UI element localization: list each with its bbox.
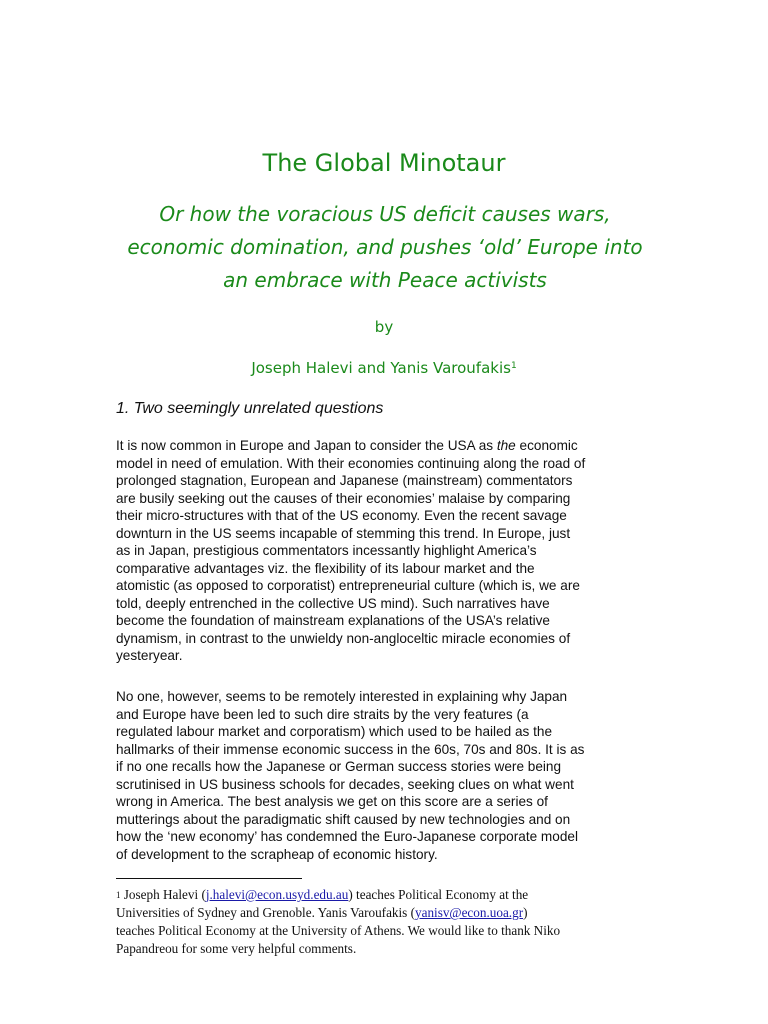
paragraph-line: hallmarks of their immense economic success in the 60s, 70s and 80s. It is as bbox=[116, 741, 585, 757]
email-link-halevi[interactable]: j.halevi@econ.usyd.edu.au bbox=[205, 887, 349, 902]
paragraph-line: their micro-structures with that of the US economy. Even the recent savage bbox=[116, 508, 567, 523]
paragraph-line: if no one recalls how the Japanese or German success stories were being bbox=[116, 759, 562, 774]
section-heading: 1. Two seemingly unrelated questions bbox=[116, 400, 384, 417]
subtitle-line: economic domination, and pushes ‘old’ Europe into bbox=[127, 235, 643, 259]
document-title: The Global Minotaur bbox=[262, 149, 506, 177]
paragraph-line: prolonged stagnation, European and Japanese (mainstream) commentators bbox=[116, 473, 573, 488]
paragraph-line: downturn in the US seems incapable of stemming this trend. In Europe, just bbox=[116, 525, 571, 541]
paragraph-line: atomistic (as opposed to corporatist) entrepreneurial culture (which is, we are bbox=[116, 578, 580, 593]
paragraph-2 bbox=[116, 688, 656, 863]
paragraph-line: and Europe have been led to such dire straits by the very features (a bbox=[116, 706, 529, 722]
footnote-line: teaches Political Economy at the University of Athens. We would like to thank Niko bbox=[116, 923, 561, 938]
paragraph-line: It is now common in Europe and Japan to consider the USA as the economic bbox=[116, 438, 578, 453]
authors-names: Joseph Halevi and Yanis Varoufakis bbox=[251, 359, 511, 377]
paragraph-line: regulated labour market and corporatism) which used to be hailed as the bbox=[116, 724, 553, 739]
footnote bbox=[116, 886, 676, 958]
paragraph-line: wrong in America. The best analysis we get on this score are a series of bbox=[116, 794, 548, 809]
paragraph-line: dynamism, in contrast to the unwieldy non-angloceltic miracle economies of bbox=[116, 630, 571, 646]
paragraph-line: comparative advantages viz. the flexibility of its labour market and the bbox=[116, 560, 535, 576]
byline: by bbox=[374, 318, 394, 336]
footnote-line: $^1$ Joseph Halevi (j.halevi@econ.usyd.edu.au) teaches Political Economy at the bbox=[116, 887, 529, 902]
footnote-line: Papandreou for some very helpful comments. bbox=[116, 941, 357, 956]
paragraph-line: become the foundation of mainstream explanations of the USA’s relative bbox=[116, 613, 550, 628]
subtitle-line: an embrace with Peace activists bbox=[223, 268, 547, 292]
email-link-varoufakis[interactable]: yanisv@econ.uoa.gr bbox=[415, 905, 524, 920]
authors-line bbox=[0, 357, 768, 379]
footnote-marker[interactable]: 1 bbox=[510, 361, 517, 371]
paragraph-1 bbox=[116, 437, 656, 665]
footnote-separator bbox=[116, 878, 302, 879]
emphasis-the: the bbox=[496, 438, 516, 453]
paragraph-line: told, deeply entrenched in the collective US mind). Such narratives have bbox=[116, 595, 550, 611]
document-subtitle bbox=[100, 198, 670, 297]
paragraph-line: are busily seeking out the causes of their economies’ malaise by comparing bbox=[116, 490, 571, 506]
paragraph-line: yesteryear. bbox=[116, 648, 183, 663]
subtitle-line: Or how the voracious US deficit causes wars, bbox=[159, 202, 611, 226]
paragraph-line: mutterings about the paradigmatic shift caused by new technologies and on bbox=[116, 811, 571, 827]
paragraph-line: No one, however, seems to be remotely interested in explaining why Japan bbox=[116, 689, 568, 704]
paragraph-line: model in need of emulation. With their economies continuing along the road of bbox=[116, 455, 586, 471]
footnote-line: Universities of Sydney and Grenoble. Yanis Varoufakis (yanisv@econ.uoa.gr) bbox=[116, 905, 528, 920]
paragraph-line: of development to the scrapheap of economic history. bbox=[116, 846, 438, 862]
footnote-number: 1 bbox=[116, 890, 121, 900]
paragraph-line: scrutinised in US business schools for decades, seeking clues on what went bbox=[116, 776, 574, 792]
paragraph-line: as in Japan, prestigious commentators incessantly highlight America’s bbox=[116, 543, 537, 558]
paragraph-line: how the ‘new economy’ has condemned the Euro-Japanese corporate model bbox=[116, 829, 578, 844]
